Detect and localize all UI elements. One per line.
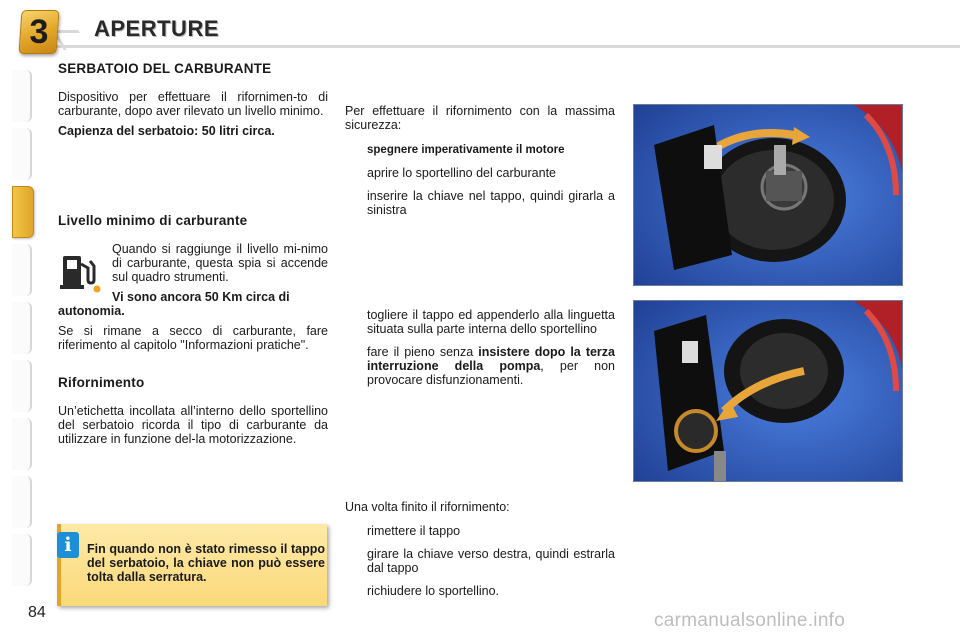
section-title-fuel-tank: SERBATOIO DEL CARBURANTE xyxy=(58,61,272,76)
min-level-block xyxy=(58,242,328,352)
page-header xyxy=(0,0,960,56)
step-insert-key xyxy=(345,189,615,217)
step-open-flap xyxy=(345,166,615,180)
side-tab-7[interactable] xyxy=(12,418,32,470)
section-title-min-level: Livello minimo di carburante xyxy=(58,213,248,228)
step-close-flap xyxy=(345,584,615,598)
side-tab-4[interactable] xyxy=(12,244,32,296)
side-tab-2[interactable] xyxy=(12,128,32,180)
out-of-fuel-note: Se si rimane a secco di carburante, fare riferimento al capitolo "Informazioni pratiche". xyxy=(58,324,328,352)
fuel-tank-description: Dispositivo per effettuare il rifornimen-to di carburante, dopo aver rilevato un livello minimo. xyxy=(58,90,328,118)
middle-column xyxy=(345,104,615,607)
left-column xyxy=(58,62,328,452)
side-tab-1[interactable] xyxy=(12,70,32,122)
watermark: carmanualsonline.info xyxy=(654,610,846,631)
step-text-pre: fare il pieno senza xyxy=(367,345,479,359)
step-text: inserire la chiave nel tappo, quindi girarla a sinistra xyxy=(367,189,615,217)
refuel-intro: Per effettuare il rifornimento con la massima sicurezza: xyxy=(345,104,615,132)
info-note-text: Fin quando non è stato rimesso il tappo del serbatoio, la chiave non può essere tolta dalla serratura. xyxy=(87,542,325,584)
side-tab-9[interactable] xyxy=(12,534,32,586)
chapter-badge xyxy=(18,10,59,54)
min-level-description: Quando si raggiunge il livello mi-nimo di carburante, questa spia si accende sul quadro strumenti. xyxy=(112,242,328,284)
step-remove-cap xyxy=(345,308,615,336)
step-replace-cap xyxy=(345,524,615,538)
step-stop-engine xyxy=(345,142,615,157)
page-number: 84 xyxy=(28,604,46,621)
fuel-flap-photo-key xyxy=(633,104,903,286)
chapter-side-tabs xyxy=(12,70,34,580)
step-text: richiudere lo sportellino. xyxy=(367,584,500,598)
step-text: spegnere imperativamente il motore xyxy=(367,144,565,156)
section-title-refuelling: Rifornimento xyxy=(58,375,145,390)
step-turn-key-right xyxy=(345,547,615,575)
step-text-bold: insistere dopo la terza interruzione della pompa xyxy=(367,345,615,373)
step-text: girare la chiave verso destra, quindi estrarla dal tappo xyxy=(367,547,615,575)
side-tab-6[interactable] xyxy=(12,360,32,412)
tank-capacity: Capienza del serbatoio: 50 litri circa. xyxy=(58,124,275,138)
after-refuel-intro: Una volta finito il rifornimento: xyxy=(345,500,510,514)
page-title: APERTURE xyxy=(94,16,220,41)
refuelling-description: Un’etichetta incollata all’interno dello sportellino del serbatoio ricorda il tipo di carburante da utilizzare in funzione del-la motorizzazione. xyxy=(58,404,328,446)
step-text: togliere il tappo ed appenderlo alla linguetta situata sulla parte interna dello sportellino xyxy=(367,308,615,336)
side-tab-5[interactable] xyxy=(12,302,32,354)
remaining-autonomy: Vi sono ancora 50 Km circa di autonomia. xyxy=(58,290,290,318)
side-tab-8[interactable] xyxy=(12,476,32,528)
side-tab-3-active[interactable] xyxy=(12,186,34,238)
step-fill-up xyxy=(345,345,615,387)
info-icon: i xyxy=(57,532,79,558)
step-text: rimettere il tappo xyxy=(367,524,461,538)
info-note-box xyxy=(57,524,327,606)
fuel-flap-photo-cap xyxy=(633,300,903,482)
fuel-pump-icon xyxy=(58,250,102,294)
step-text-post: , per non provocare disfunzionamenti. xyxy=(367,359,615,387)
step-text: aprire lo sportellino del carburante xyxy=(367,166,556,180)
chapter-number: 3 xyxy=(29,13,49,51)
